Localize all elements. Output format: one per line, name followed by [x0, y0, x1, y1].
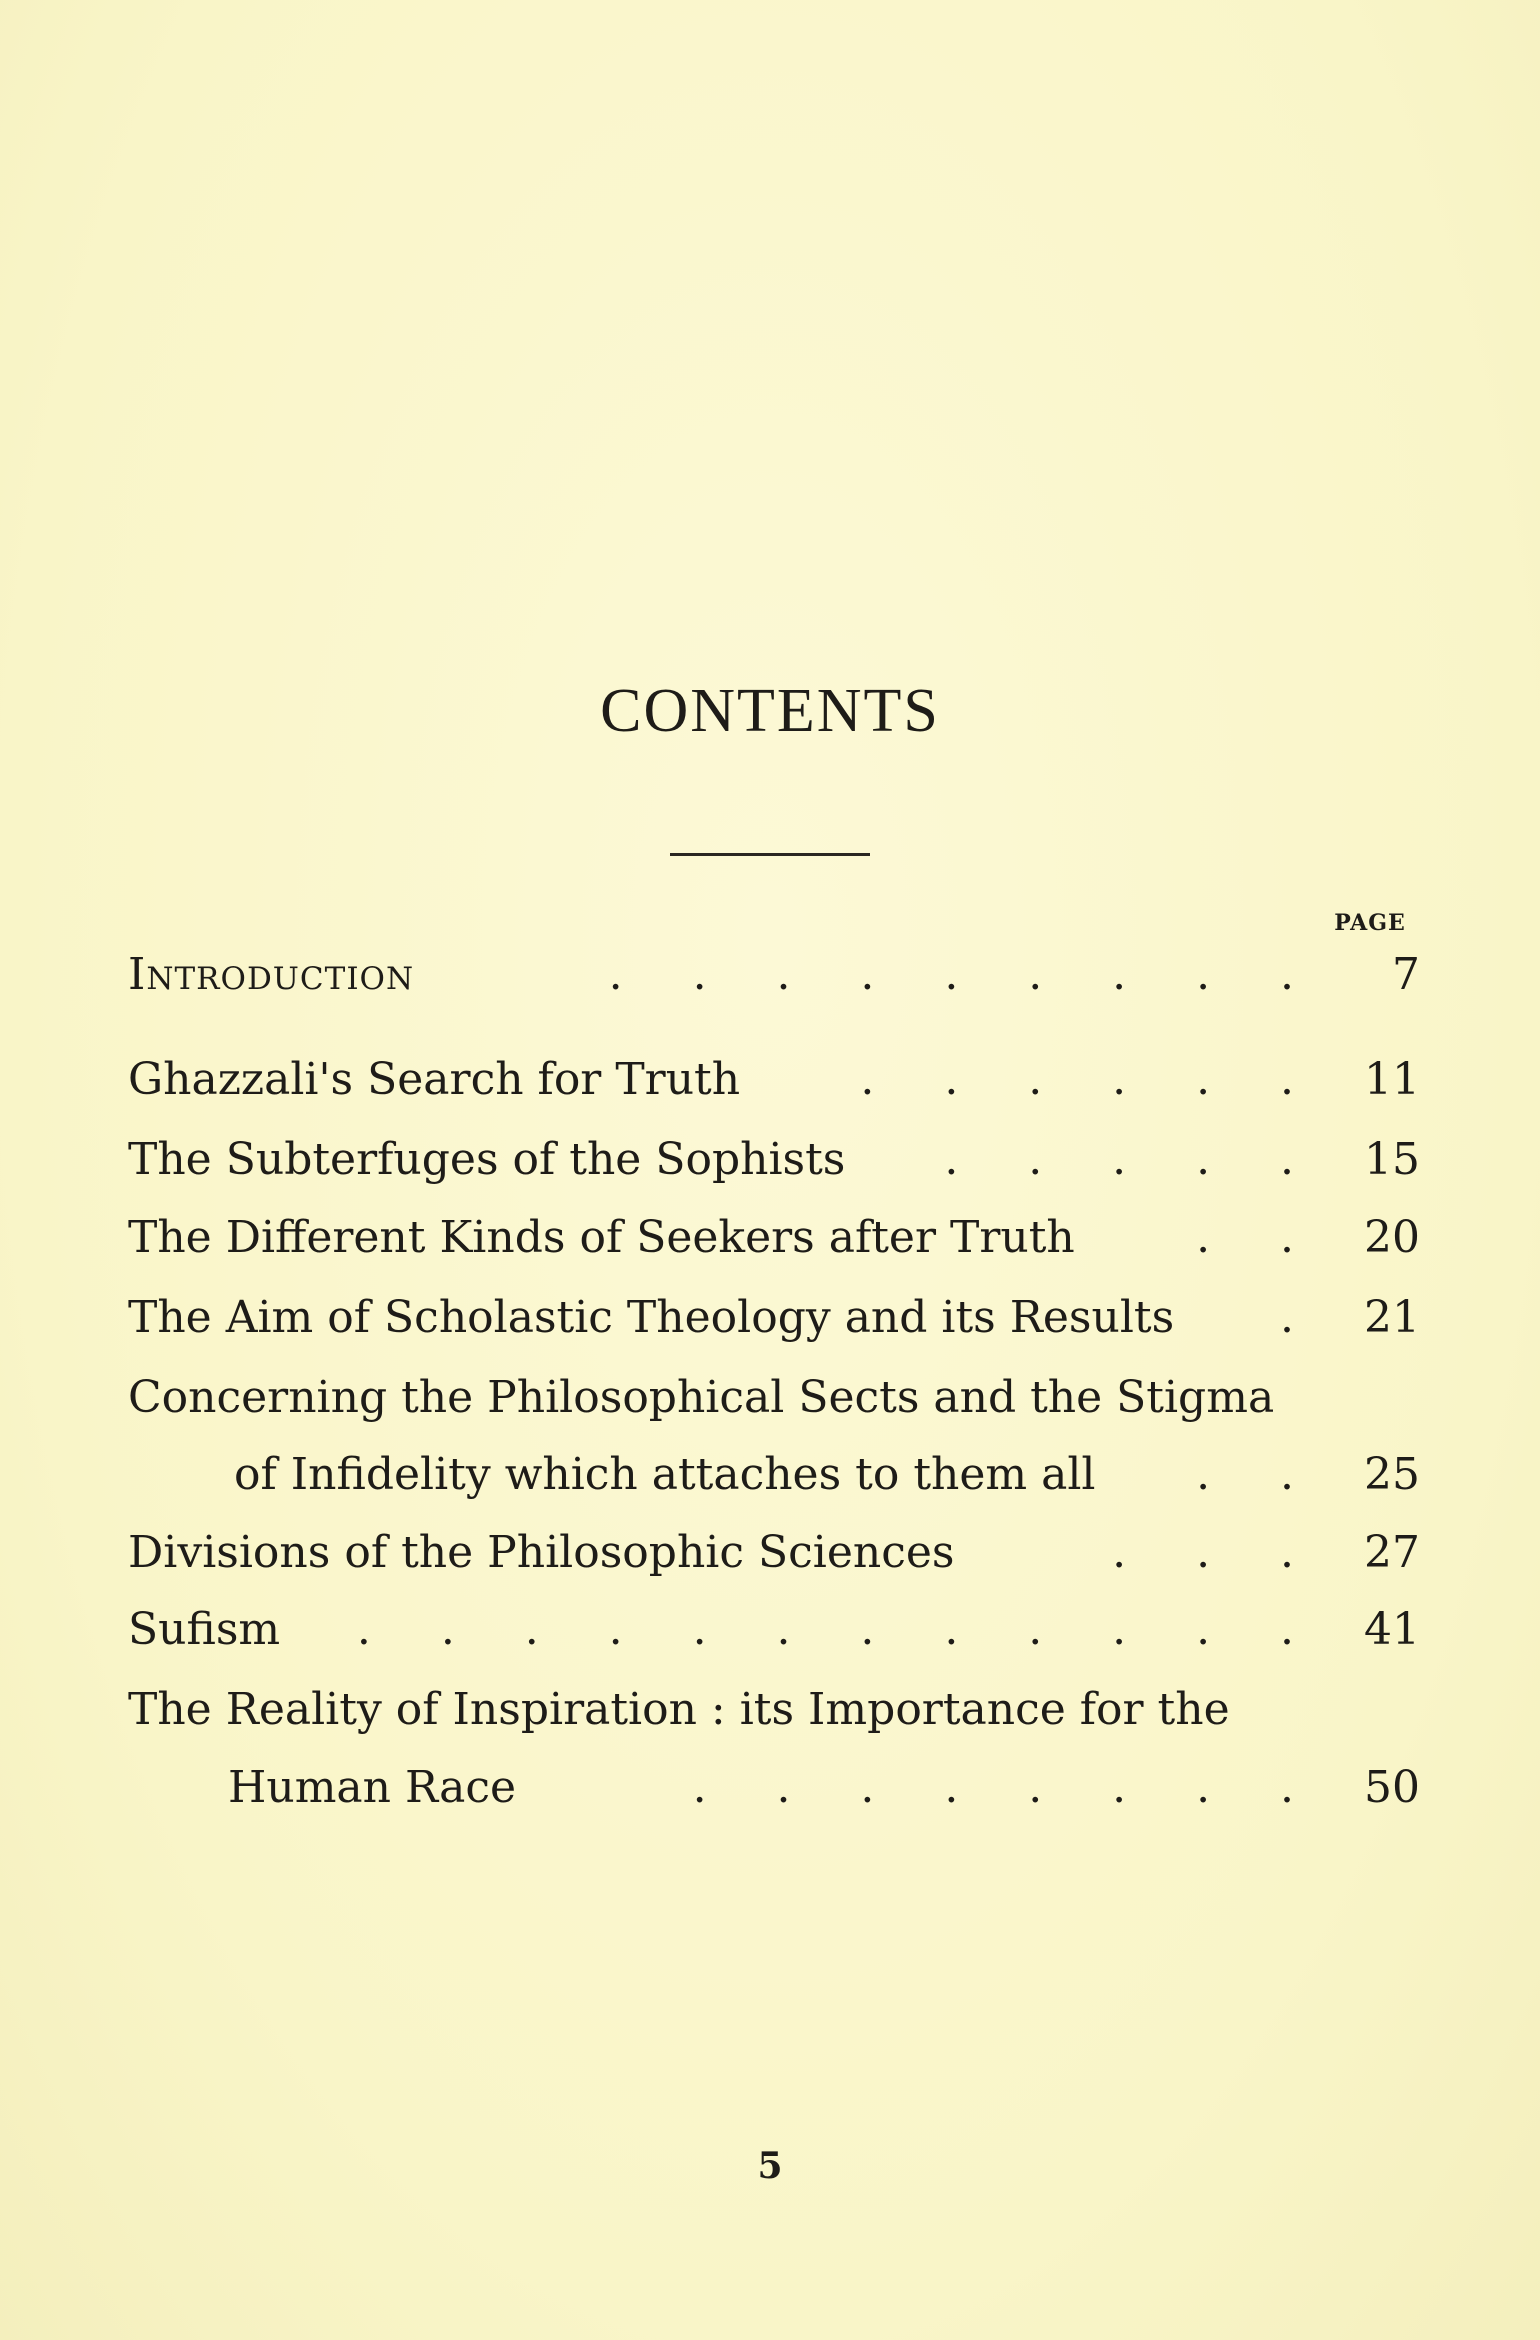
toc-entry-page: 25 [1364, 1449, 1420, 1500]
toc-entry-title-continued: Human Race [228, 1762, 517, 1813]
toc-entry-inspiration [0, 1680, 1540, 1740]
dot-leader: . . [1196, 1212, 1294, 1263]
dot-leader: . . . . . . . . . . . . [356, 1604, 1294, 1655]
toc-entry-title: The Different Kinds of Seekers after Truth [128, 1212, 1075, 1263]
toc-entry-page: 21 [1364, 1292, 1420, 1343]
toc-entry-scholastic-theology [0, 1288, 1540, 1348]
toc-entry-inspiration-continued [0, 1758, 1540, 1818]
toc-entry-page: 7 [1392, 949, 1420, 1000]
toc-entry-title: The Subterfuges of the Sophists [128, 1134, 846, 1185]
dot-leader: . . . . . [944, 1134, 1294, 1185]
toc-entry-page: 11 [1364, 1054, 1420, 1105]
dot-leader: . . . . . . . . [692, 1762, 1294, 1813]
toc-entry-search-for-truth [0, 1050, 1540, 1110]
toc-entry-title: Sufism [128, 1604, 281, 1655]
page-number: 5 [757, 2145, 783, 2187]
dot-leader: . [1280, 1292, 1294, 1343]
page-title: CONTENTS [600, 677, 940, 745]
toc-entry-sophists [0, 1130, 1540, 1190]
page-column-label: PAGE [1334, 910, 1406, 936]
toc-entry-title: Introduction [128, 949, 415, 1000]
toc-entry-philosophic-sciences [0, 1523, 1540, 1583]
toc-entry-page: 15 [1364, 1134, 1420, 1185]
toc-entry-title: The Aim of Scholastic Theology and its Results [128, 1292, 1175, 1343]
toc-entry-sufism [0, 1600, 1540, 1660]
toc-entry-seekers [0, 1208, 1540, 1268]
toc-entry-philosophical-sects [0, 1368, 1540, 1428]
toc-entry-page: 27 [1364, 1527, 1420, 1578]
dot-leader: . . . . . . . . . [608, 949, 1294, 1000]
dot-leader: . . . [1112, 1527, 1294, 1578]
toc-entry-title: The Reality of Inspiration : its Importance for the [128, 1684, 1230, 1735]
toc-entry-page: 50 [1364, 1762, 1420, 1813]
toc-entry-title: Concerning the Philosophical Sects and the Stigma [128, 1372, 1275, 1423]
toc-entry-philosophical-sects-continued [0, 1445, 1540, 1505]
toc-entry-title: Divisions of the Philosophic Sciences [128, 1527, 955, 1578]
toc-entry-page: 20 [1364, 1212, 1420, 1263]
dot-leader: . . . . . . [860, 1054, 1294, 1105]
toc-entry-title: Ghazzali's Search for Truth [128, 1054, 741, 1105]
toc-entry-title-continued: of Infidelity which attaches to them all [234, 1449, 1096, 1500]
toc-entry-page: 41 [1364, 1604, 1420, 1655]
dot-leader: . . [1196, 1449, 1294, 1500]
toc-entry-introduction [0, 945, 1540, 1005]
